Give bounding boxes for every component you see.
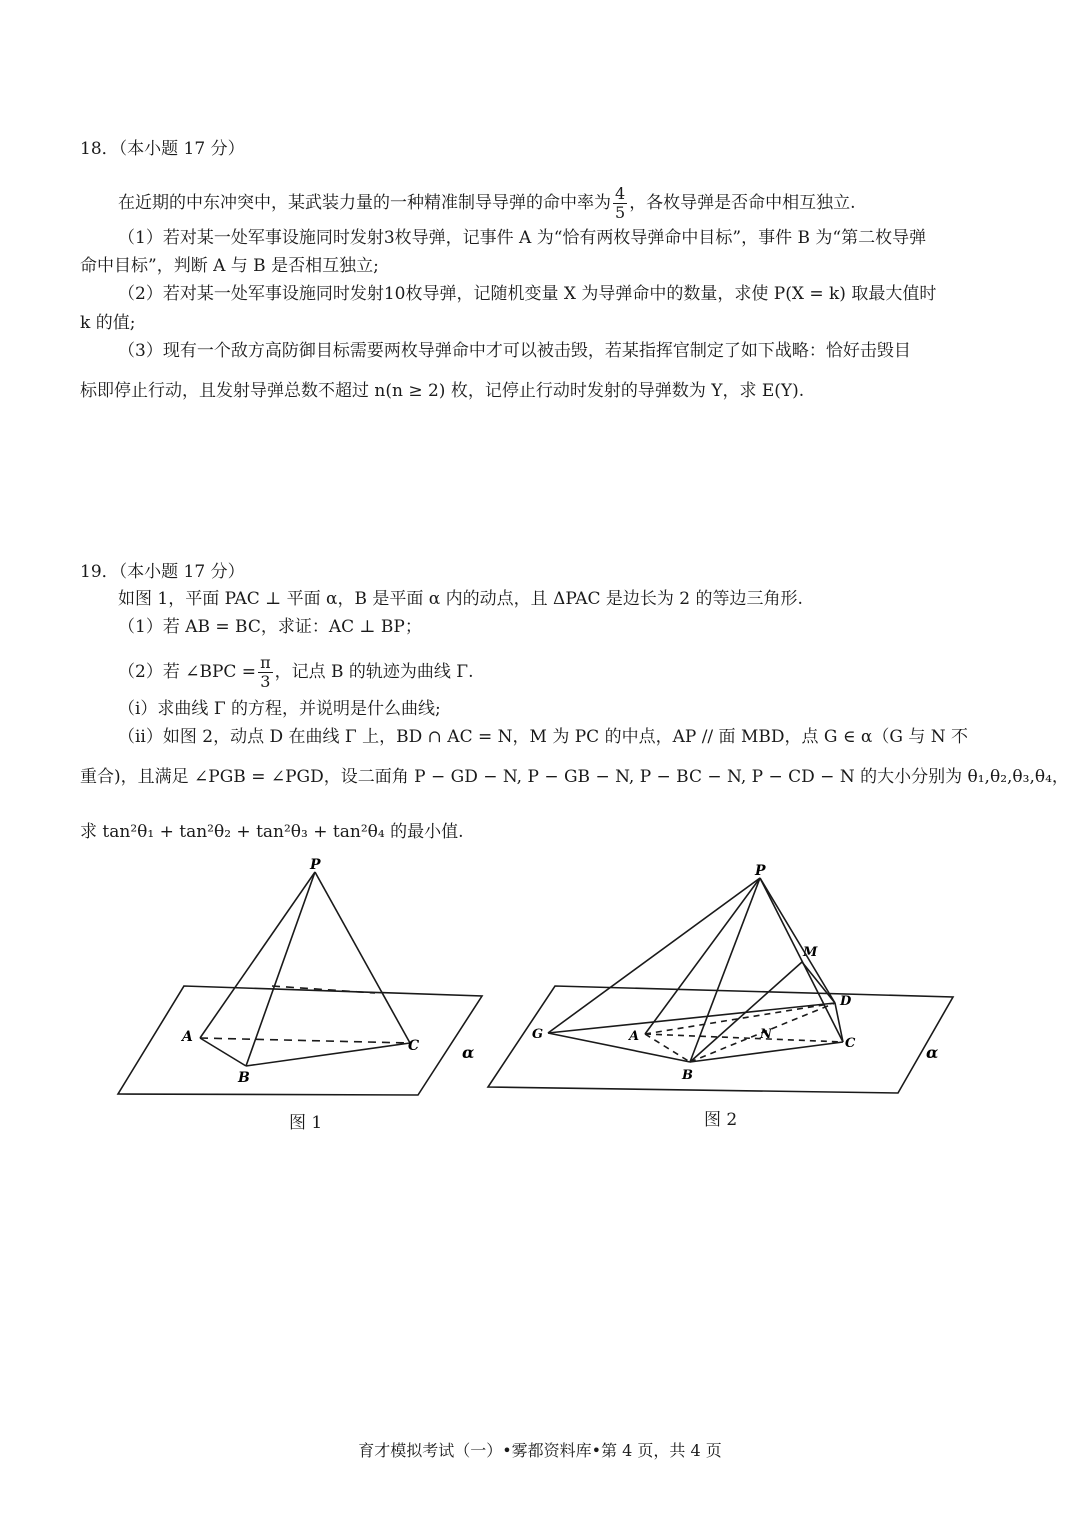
- fig2-label-a: A: [629, 1029, 640, 1044]
- fig2-edge-md: [802, 962, 835, 1003]
- q18-intro-text: 在近期的中东冲突中，某武装力量的一种精准制导导弹的命中率为: [118, 193, 611, 213]
- fig1-edge-pc: [315, 872, 410, 1043]
- q18-intro-tail: ，各枚导弹是否命中相互独立.: [629, 193, 856, 213]
- fig2-label-c: C: [845, 1036, 856, 1051]
- fig2-label-alpha: α: [926, 1043, 939, 1062]
- fig2-edge-pa: [645, 878, 760, 1034]
- q19-part-i: （i）求曲线 Γ 的方程，并说明是什么曲线;: [118, 699, 441, 719]
- fig2-label-g: G: [532, 1027, 544, 1042]
- fig2-edge-gb: [548, 1033, 690, 1062]
- q18-frac-num: 4: [615, 184, 626, 203]
- fig1-label-c: C: [408, 1038, 420, 1054]
- fig2-edge-pb: [690, 878, 760, 1062]
- fig2-label-m: M: [803, 945, 818, 960]
- q18-part3-line1: （3）现有一个敌方高防御目标需要两枚导弹命中才可以被击毁，若某指挥官制定了如下战略：恰好击毁目: [118, 341, 911, 361]
- q18-frac-den: 5: [615, 203, 626, 222]
- fig1-label-p: P: [310, 857, 321, 873]
- q18-part2-line2: k 的值;: [80, 313, 136, 333]
- fig1-caption: 图 1: [289, 1113, 323, 1133]
- fig2-edge-bm: [690, 962, 802, 1062]
- q19-part-ii-line3: 求 tan²θ₁ + tan²θ₂ + tan²θ₃ + tan²θ₄ 的最小值.: [80, 822, 464, 842]
- q18-part3-line2: 标即停止行动，且发射导弹总数不超过 n(n ≥ 2) 枚，记停止行动时发射的导弹数为 Y，求 E(Y).: [80, 381, 805, 401]
- fig1-label-alpha: α: [462, 1043, 475, 1062]
- fig2-edge-gd: [548, 1003, 835, 1033]
- fig2-edge-pg: [548, 878, 760, 1033]
- fig2-edge-ad: [645, 1003, 835, 1034]
- fig2-caption: 图 2: [704, 1110, 738, 1130]
- page-footer: 育才模拟考试（一）•雾都资料库•第 4 页，共 4 页: [358, 1441, 722, 1460]
- fig1-edge-ac: [200, 1038, 410, 1043]
- q19-part2-text: （2）若 ∠BPC =: [118, 662, 257, 682]
- q19-part-ii-line2: 重合)，且满足 ∠PGB = ∠PGD，设二面角 P − GD − N, P − GB − N, P − BC − N, P − CD − N 的大小分别为 θ₁,θ₂,θ₃,θ₄，: [80, 767, 1069, 787]
- fig2-label-n: N: [760, 1027, 772, 1042]
- q18-part2-line1: （2）若对某一处军事设施同时发射10枚导弹，记随机变量 X 为导弹命中的数量，求使 P(X = k) 取最大值时: [118, 284, 937, 304]
- q19-frac-num: π: [260, 653, 271, 672]
- fig2-label-d: D: [840, 994, 852, 1009]
- q19-part1: （1）若 AB = BC，求证：AC ⊥ BP；: [118, 617, 422, 637]
- fig1-edge-pa: [200, 872, 315, 1038]
- fig2-edge-pd: [760, 878, 835, 1003]
- fig2-label-p: P: [755, 863, 766, 879]
- fig1-edge-pb: [246, 872, 315, 1066]
- fig1-edge-bc: [246, 1043, 410, 1066]
- q19-part-ii-line1: （ii）如图 2，动点 D 在曲线 Γ 上，BD ∩ AC = N，M 为 PC 的中点，AP // 面 MBD，点 G ∈ α（G 与 N 不: [118, 727, 969, 747]
- q18-title: 18．（本小题 17 分）: [80, 139, 245, 159]
- fig1-edge-ab: [200, 1038, 246, 1066]
- q19-part2-tail: ，记点 B 的轨迹为曲线 Γ.: [274, 662, 474, 682]
- fig1-label-a: A: [182, 1029, 193, 1045]
- fig2-label-b: B: [682, 1068, 693, 1083]
- q19-intro: 如图 1，平面 PAC ⊥ 平面 α，B 是平面 α 内的动点，且 ΔPAC 是边长为 2 的等边三角形.: [118, 589, 803, 609]
- q18-part1-line2: 命中目标”，判断 A 与 B 是否相互独立;: [80, 256, 379, 276]
- q19-title: 19．（本小题 17 分）: [80, 562, 245, 582]
- q19-frac-den: 3: [260, 672, 271, 691]
- fig2-plane-alpha: [488, 986, 953, 1093]
- fig1-label-b: B: [238, 1070, 250, 1086]
- q18-part1-line1: （1）若对某一处军事设施同时发射3枚导弹，记事件 A 为“恰有两枚导弹命中目标”，事件 B 为“第二枚导弹: [118, 228, 927, 248]
- fig2-edge-pc: [760, 878, 843, 1042]
